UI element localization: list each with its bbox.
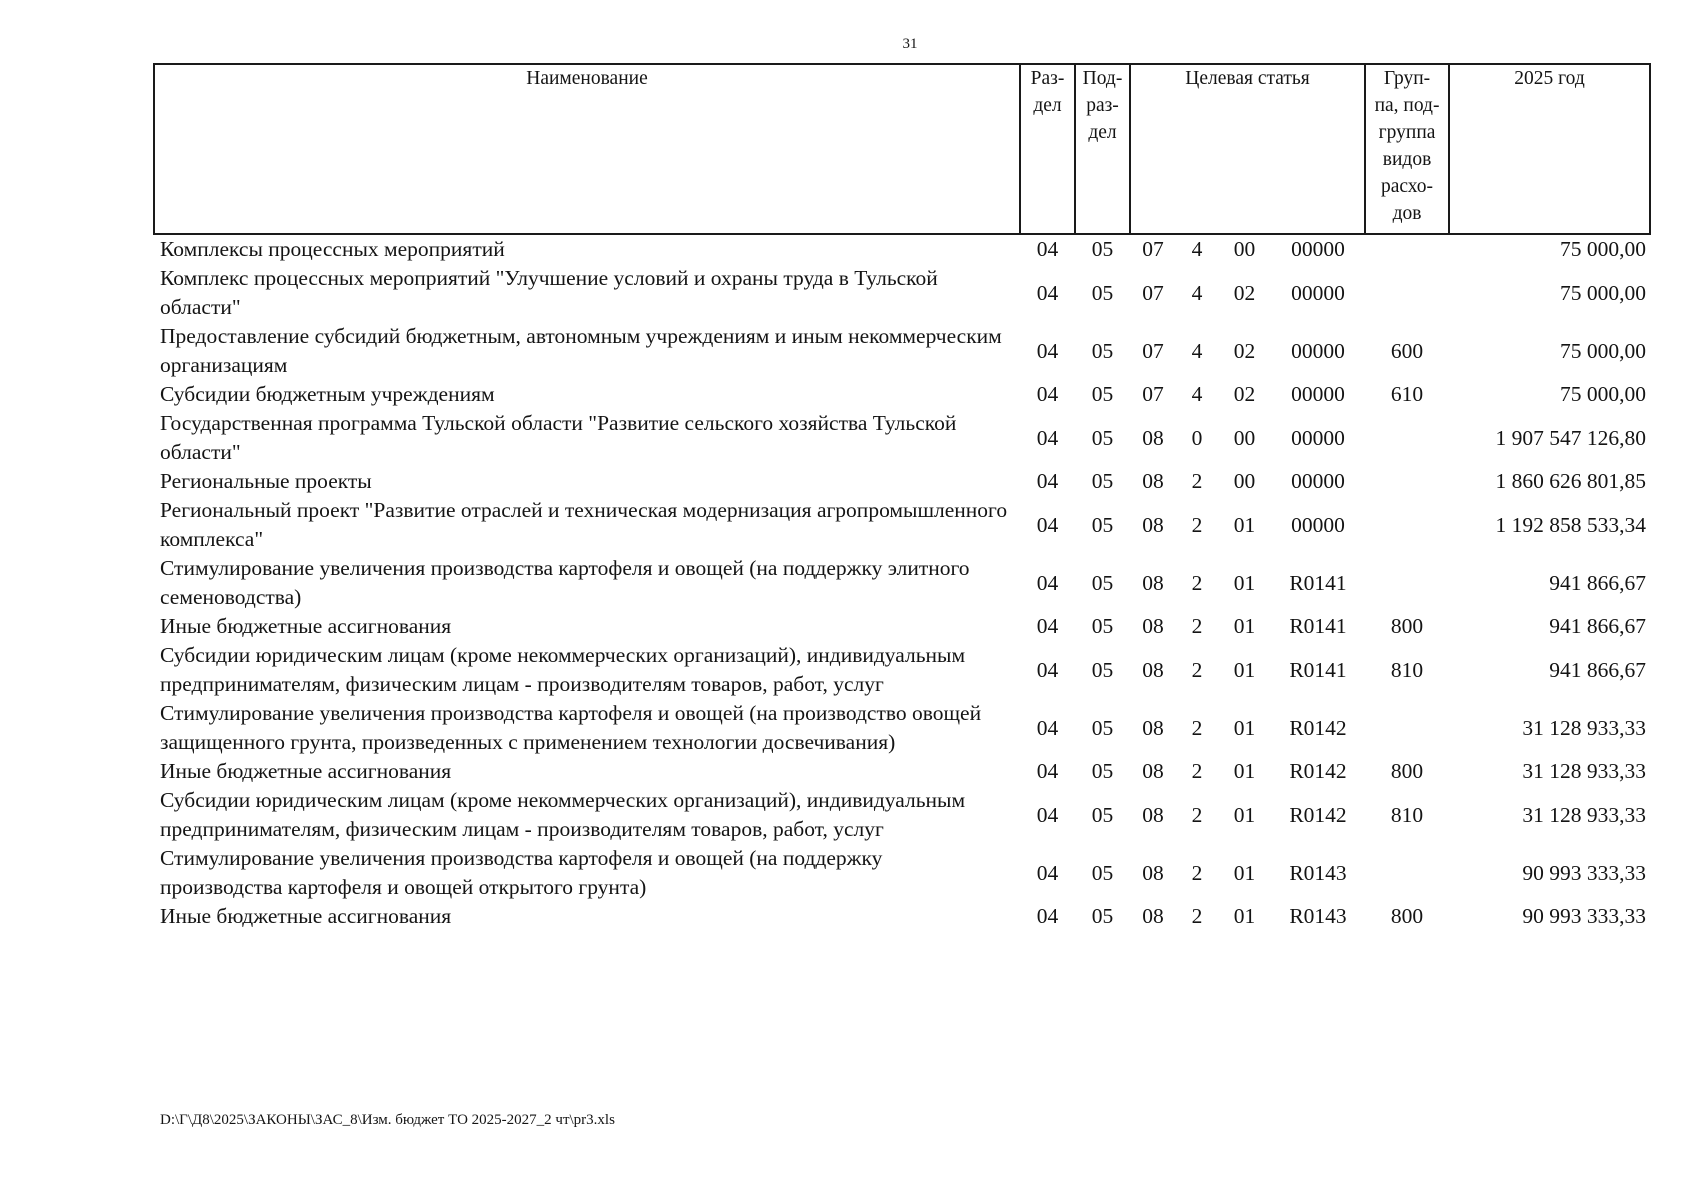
- cell-expense-group: 800: [1390, 904, 1424, 928]
- cell-razdel: 04: [1036, 715, 1059, 740]
- cell-target-type: 2: [1191, 512, 1203, 537]
- table-row: [154, 380, 1650, 409]
- cell-target-structure: 02: [1233, 338, 1256, 363]
- cell-target-type: 0: [1191, 425, 1203, 450]
- cell-name: Стимулирование увеличения производства картофеля и овощей (на поддержку элитного семеноводства): [160, 556, 970, 609]
- cell-amount: 941 866,67: [1549, 614, 1647, 638]
- cell-target-direction: 00000: [1291, 469, 1345, 493]
- cell-target-structure: 01: [1233, 512, 1256, 537]
- cell-podrazdel: 05: [1091, 759, 1114, 783]
- table-row: [154, 757, 1650, 786]
- cell-target-type: 2: [1191, 802, 1203, 827]
- cell-podrazdel: 05: [1091, 614, 1114, 638]
- cell-podrazdel: 05: [1091, 904, 1114, 928]
- cell-target-structure: 02: [1233, 382, 1256, 406]
- cell-target-direction: R0143: [1289, 860, 1347, 885]
- cell-target-structure: 01: [1233, 802, 1256, 827]
- cell-name: Региональные проекты: [160, 469, 372, 493]
- cell-target-direction: R0141: [1289, 570, 1347, 595]
- cell-expense-group: 810: [1390, 657, 1424, 682]
- cell-target-direction: 00000: [1291, 280, 1345, 305]
- cell-amount: 90 993 333,33: [1522, 860, 1647, 885]
- cell-target-direction: R0141: [1289, 657, 1347, 682]
- cell-target-direction: R0142: [1289, 759, 1347, 783]
- cell-target-structure: 01: [1233, 759, 1256, 783]
- cell-expense-group: [1365, 409, 1449, 467]
- cell-target-program: 08: [1142, 904, 1164, 928]
- cell-podrazdel: 05: [1091, 570, 1114, 595]
- cell-razdel: 04: [1036, 382, 1059, 406]
- table-header-row: [154, 64, 1650, 234]
- cell-name: Комплексы процессных мероприятий: [160, 237, 505, 261]
- cell-target-type: 4: [1191, 382, 1203, 406]
- cell-name: Предоставление субсидий бюджетным, автономным учреждениям и иным некоммерческим организациям: [160, 324, 1002, 377]
- cell-name: Стимулирование увеличения производства картофеля и овощей (на поддержку производства картофеля и овощей открытого грунта): [160, 846, 883, 899]
- cell-target-type: 2: [1191, 614, 1203, 638]
- cell-expense-group: 600: [1390, 338, 1424, 363]
- cell-podrazdel: 05: [1091, 802, 1114, 827]
- cell-podrazdel: 05: [1091, 338, 1114, 363]
- header-name: Наименование: [154, 64, 1020, 234]
- cell-name: Комплекс процессных мероприятий "Улучшение условий и охраны труда в Тульской области": [160, 266, 938, 319]
- cell-name: Иные бюджетные ассигнования: [160, 614, 452, 638]
- cell-podrazdel: 05: [1091, 425, 1114, 450]
- cell-amount: 1 907 547 126,80: [1495, 425, 1647, 450]
- cell-razdel: 04: [1036, 425, 1059, 450]
- cell-target-program: 08: [1142, 759, 1164, 783]
- table-row: [154, 496, 1650, 554]
- cell-razdel: 04: [1036, 512, 1059, 537]
- cell-target-direction: 00000: [1291, 512, 1345, 537]
- cell-target-direction: 00000: [1291, 425, 1345, 450]
- cell-amount: 31 128 933,33: [1522, 759, 1647, 783]
- cell-target-type: 2: [1191, 469, 1203, 493]
- cell-name: Региональный проект "Развитие отраслей и техническая модернизация агропромышленного комплекса": [160, 498, 1008, 551]
- cell-razdel: 04: [1036, 860, 1059, 885]
- cell-target-type: 4: [1191, 338, 1203, 363]
- cell-expense-group: [1365, 264, 1449, 322]
- cell-target-direction: R0142: [1289, 715, 1347, 740]
- cell-target-structure: 00: [1233, 469, 1256, 493]
- cell-podrazdel: 05: [1091, 512, 1114, 537]
- cell-name: Стимулирование увеличения производства картофеля и овощей (на производство овощей защищенного грунта, произведенных с применением технологии досвечивания): [160, 701, 982, 754]
- cell-target-program: 08: [1142, 715, 1164, 740]
- table-row: [154, 409, 1650, 467]
- cell-razdel: 04: [1036, 802, 1059, 827]
- cell-podrazdel: 05: [1091, 469, 1114, 493]
- cell-name: Субсидии юридическим лицам (кроме некоммерческих организаций), индивидуальным предпринимателям, физическим лицам - производителям товаров, работ, услуг: [160, 788, 966, 841]
- cell-target-structure: 02: [1233, 280, 1256, 305]
- page-number: 31: [902, 36, 918, 52]
- cell-expense-group: 610: [1390, 382, 1424, 406]
- cell-amount: 941 866,67: [1549, 570, 1647, 595]
- cell-amount: 31 128 933,33: [1522, 802, 1647, 827]
- table-row: [154, 786, 1650, 844]
- cell-target-program: 07: [1142, 382, 1164, 406]
- table-row: [154, 612, 1650, 641]
- cell-podrazdel: 05: [1091, 280, 1114, 305]
- cell-amount: 90 993 333,33: [1522, 904, 1647, 928]
- cell-name: Государственная программа Тульской области "Развитие сельского хозяйства Тульской области": [160, 411, 957, 464]
- cell-podrazdel: 05: [1091, 715, 1114, 740]
- cell-target-direction: R0142: [1289, 802, 1347, 827]
- cell-razdel: 04: [1036, 614, 1059, 638]
- cell-target-direction: R0141: [1289, 614, 1347, 638]
- header-expense-group: Груп- па, под- группа видов расхо- дов: [1365, 64, 1449, 234]
- cell-target-program: 08: [1142, 570, 1164, 595]
- table-row: [154, 902, 1650, 931]
- cell-amount: 75 000,00: [1560, 280, 1647, 305]
- cell-razdel: 04: [1036, 469, 1059, 493]
- table-row: [154, 844, 1650, 902]
- cell-target-structure: 00: [1233, 425, 1256, 450]
- cell-target-type: 2: [1191, 715, 1203, 740]
- cell-amount: 31 128 933,33: [1522, 715, 1647, 740]
- cell-target-program: 08: [1142, 614, 1164, 638]
- cell-target-direction: 00000: [1291, 237, 1345, 261]
- cell-expense-group: [1365, 234, 1449, 264]
- table-row: [154, 641, 1650, 699]
- cell-target-type: 2: [1191, 759, 1203, 783]
- cell-name: Субсидии бюджетным учреждениям: [160, 382, 495, 406]
- cell-razdel: 04: [1036, 657, 1059, 682]
- cell-target-structure: 00: [1233, 237, 1256, 261]
- cell-target-type: 2: [1191, 657, 1203, 682]
- cell-razdel: 04: [1036, 338, 1059, 363]
- cell-target-structure: 01: [1233, 570, 1256, 595]
- cell-amount: 1 192 858 533,34: [1495, 512, 1647, 537]
- cell-target-structure: 01: [1233, 614, 1256, 638]
- cell-name: Субсидии юридическим лицам (кроме некоммерческих организаций), индивидуальным предпринимателям, физическим лицам - производителям товаров, работ, услуг: [160, 643, 966, 696]
- table-row: [154, 322, 1650, 380]
- table-row: [154, 467, 1650, 496]
- cell-target-program: 08: [1142, 657, 1164, 682]
- cell-amount: 75 000,00: [1560, 382, 1647, 406]
- cell-name: Иные бюджетные ассигнования: [160, 759, 452, 783]
- cell-razdel: 04: [1036, 759, 1059, 783]
- cell-target-program: 08: [1142, 469, 1164, 493]
- cell-target-program: 08: [1142, 425, 1164, 450]
- cell-expense-group: 800: [1390, 614, 1424, 638]
- header-target-article: Целевая статья: [1130, 64, 1365, 234]
- cell-amount: 75 000,00: [1560, 338, 1647, 363]
- cell-target-structure: 01: [1233, 657, 1256, 682]
- cell-expense-group: [1365, 554, 1449, 612]
- cell-target-type: 4: [1191, 237, 1203, 261]
- cell-target-structure: 01: [1233, 715, 1256, 740]
- cell-expense-group: [1365, 699, 1449, 757]
- cell-expense-group: [1365, 467, 1449, 496]
- cell-podrazdel: 05: [1091, 657, 1114, 682]
- cell-target-type: 4: [1191, 280, 1203, 305]
- table-body: [154, 234, 1650, 931]
- table-row: [154, 699, 1650, 757]
- cell-target-program: 07: [1142, 338, 1164, 363]
- cell-target-type: 2: [1191, 904, 1203, 928]
- cell-target-direction: 00000: [1291, 382, 1345, 406]
- table-row: [154, 264, 1650, 322]
- cell-target-program: 07: [1142, 237, 1164, 261]
- table-row: [154, 234, 1650, 264]
- cell-amount: 941 866,67: [1549, 657, 1647, 682]
- cell-razdel: 04: [1036, 237, 1059, 261]
- budget-table: [153, 63, 1651, 931]
- header-year-2025: 2025 год: [1449, 64, 1650, 234]
- cell-target-program: 08: [1142, 512, 1164, 537]
- cell-name: Иные бюджетные ассигнования: [160, 904, 452, 928]
- cell-razdel: 04: [1036, 570, 1059, 595]
- cell-target-program: 08: [1142, 802, 1164, 827]
- cell-podrazdel: 05: [1091, 237, 1114, 261]
- cell-target-direction: R0143: [1289, 904, 1347, 928]
- cell-amount: 75 000,00: [1560, 237, 1647, 261]
- cell-target-type: 2: [1191, 570, 1203, 595]
- header-razdel: Раз- дел: [1020, 64, 1075, 234]
- cell-amount: 1 860 626 801,85: [1495, 469, 1647, 493]
- cell-target-direction: 00000: [1291, 338, 1345, 363]
- cell-razdel: 04: [1036, 904, 1059, 928]
- cell-target-structure: 01: [1233, 904, 1256, 928]
- cell-podrazdel: 05: [1091, 860, 1114, 885]
- cell-target-program: 08: [1142, 860, 1164, 885]
- table-row: [154, 554, 1650, 612]
- cell-target-structure: 01: [1233, 860, 1256, 885]
- cell-podrazdel: 05: [1091, 382, 1114, 406]
- cell-target-type: 2: [1191, 860, 1203, 885]
- file-path-footer: D:\Г\Д8\2025\ЗАКОНЫ\ЗАС_8\Изм. бюджет ТО 2025-2027_2 чт\pr3.xls: [160, 1112, 615, 1128]
- cell-expense-group: [1365, 844, 1449, 902]
- cell-target-program: 07: [1142, 280, 1164, 305]
- header-podrazdel: Под- раз- дел: [1075, 64, 1130, 234]
- cell-expense-group: 800: [1390, 759, 1424, 783]
- cell-razdel: 04: [1036, 280, 1059, 305]
- cell-expense-group: 810: [1390, 802, 1424, 827]
- cell-expense-group: [1365, 496, 1449, 554]
